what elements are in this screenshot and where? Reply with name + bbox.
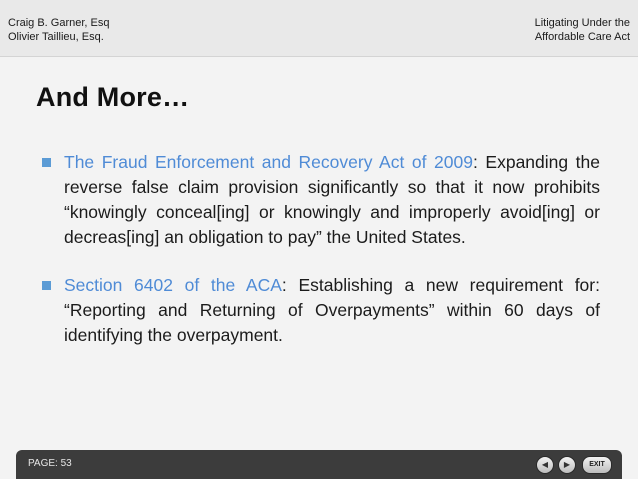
presentation-title xyxy=(535,16,630,44)
presentation-title-line-1: Litigating Under the xyxy=(534,17,630,29)
page-number: PAGE: 53 xyxy=(28,458,72,469)
navigation-controls xyxy=(532,456,612,473)
bullet-item-section-6402 xyxy=(40,273,600,348)
presentation-title-line-2: Affordable Care Act xyxy=(534,31,630,43)
exit-button[interactable]: EXIT xyxy=(582,456,612,474)
bullet-text: : Establishing a new requirement for: “Reporting and Returning of Overpayments” within 60 days of identifying the overpayment. xyxy=(64,275,600,345)
square-bullet-icon xyxy=(42,281,51,290)
presenter-names xyxy=(8,16,110,44)
previous-slide-button[interactable]: ◀ xyxy=(536,456,554,474)
presenter-name-2: Olivier Taillieu, Esq. xyxy=(8,31,104,43)
bullet-text: : Expanding the reverse false claim provision significantly so that it now prohibits “knowingly conceal[ing] or knowingly and improperly avoid[ing] or decreas[ing] an obligation to pay” the United States. xyxy=(64,152,601,247)
square-bullet-icon xyxy=(42,158,51,167)
slide-title: And More… xyxy=(36,82,190,112)
header-bar xyxy=(0,0,638,57)
next-slide-button[interactable]: ▶ xyxy=(558,456,576,474)
bullet-highlight: The Fraud Enforcement and Recovery Act of 2009 xyxy=(64,152,473,172)
presenter-name-1: Craig B. Garner, Esq xyxy=(8,17,110,29)
bullet-list xyxy=(40,150,600,371)
bullet-item-fera xyxy=(40,150,600,250)
bullet-highlight: Section 6402 of the ACA xyxy=(64,275,282,295)
footer-bar xyxy=(16,450,622,479)
